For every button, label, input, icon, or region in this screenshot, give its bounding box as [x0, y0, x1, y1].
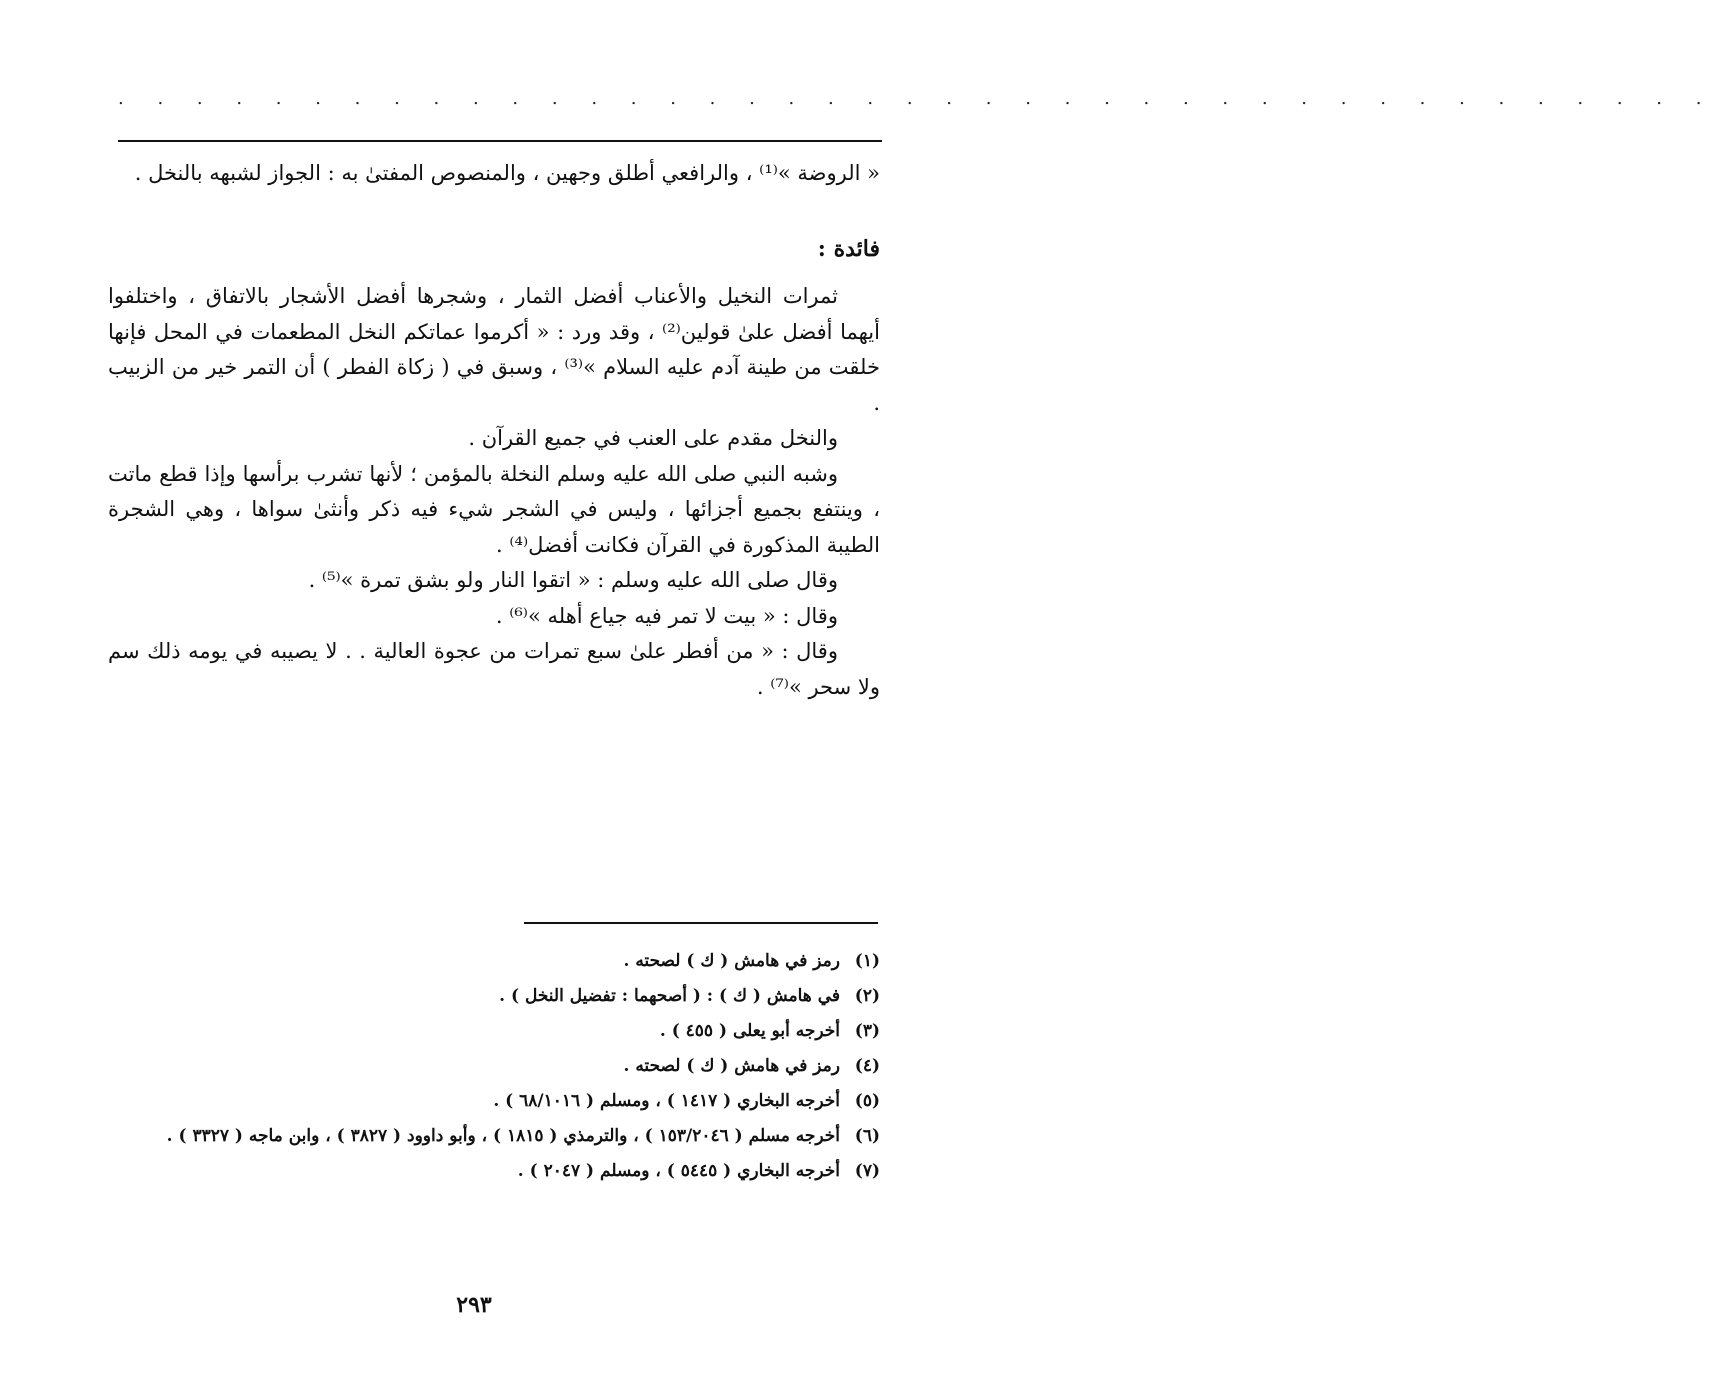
- footnote-text: رمز في هامش ( ك ) لصحته .: [623, 1056, 840, 1076]
- footnote-text: أخرجه مسلم ( ١٥٣/٢٠٤٦ ) ، والترمذي ( ١٨١٥ ) ، وأبو داوود ( ٣٨٢٧ ) ، وابن ماجه ( ٣٣٢٧ ) .: [166, 1126, 840, 1146]
- paragraph-hadith-fire: وقال صلى الله عليه وسلم : « اتقوا النار ولو بشق تمرة »⁽⁵⁾ .: [308, 568, 838, 592]
- footnote: [108, 1014, 880, 1049]
- footnote: [108, 1154, 880, 1189]
- footnote-text: أخرجه أبو يعلى ( ٤٥٥ ) .: [659, 1021, 840, 1041]
- page-number: ٢٩٣: [456, 1292, 492, 1318]
- section-heading: فائدة :: [817, 235, 880, 262]
- footnote-number: (٥): [854, 1091, 880, 1111]
- paragraph-believer-simile: وشبه النبي صلى الله عليه وسلم النخلة بالمؤمن ؛ لأنها تشرب برأسها وإذا قطع ماتت ، وينتفع بجميع أجزائها ، وليس في الشجر شيء فيه ذكر وأنثىٰ سواها ، وهي الشجرة الطيبة المذكورة في القرآن فكانت أفضل⁽⁴⁾ .: [108, 461, 880, 557]
- footnote-number: (٦): [854, 1126, 880, 1146]
- footnote-text: رمز في هامش ( ك ) لصحته .: [623, 951, 840, 971]
- paragraph-quran-order: والنخل مقدم على العنب في جميع القرآن .: [468, 426, 838, 450]
- footnote: [108, 1084, 880, 1119]
- paragraph-continuation: « الروضة »⁽¹⁾ ، والرافعي أطلق وجهين ، والمنصوص المفتىٰ به : الجواز لشبهه بالنخل .: [134, 161, 880, 185]
- footnote: [108, 944, 880, 979]
- footnote-rule: [524, 922, 878, 924]
- footnote-number: (٧): [854, 1161, 880, 1181]
- footnote: [108, 1119, 880, 1154]
- footnote-text: في هامش ( ك ) : ( أصحهما : تفضيل النخل ) .: [499, 986, 840, 1006]
- main-text: [108, 156, 880, 705]
- paragraph-hadith-house: وقال : « بيت لا تمر فيه جياع أهله »⁽⁶⁾ .: [495, 603, 838, 628]
- footnote: [108, 1049, 880, 1084]
- paragraph-hadith-ajwa: وقال : « من أفطر علىٰ سبع تمرات من عجوة العالية . . لا يصيبه في يومه ذلك سم ولا سحر »⁽⁷⁾ .: [108, 639, 880, 699]
- footnote-number: (٣): [854, 1021, 880, 1041]
- paragraph-fruits: ثمرات النخيل والأعناب أفضل الثمار ، وشجرها أفضل الأشجار بالاتفاق ، واختلفوا أيهما أفضل علىٰ قولين⁽²⁾ ، وقد ورد : « أكرموا عماتكم النخل المطعمات في المحل فإنها خلقت من طينة آدم عليه السلام »⁽³⁾ ، وسبق في ( زكاة الفطر ) أن التمر خير من الزبيب .: [108, 284, 880, 415]
- footnote-text: أخرجه البخاري ( ١٤١٧ ) ، ومسلم ( ٦٨/١٠١٦ ) .: [493, 1091, 840, 1111]
- footnote-number: (١): [854, 951, 880, 971]
- header-rule: [118, 140, 882, 142]
- footnote-number: (٢): [854, 986, 880, 1006]
- footnotes: [108, 944, 880, 1189]
- footnote: [108, 979, 880, 1014]
- footnote-text: أخرجه البخاري ( ٥٤٤٥ ) ، ومسلم ( ٢٠٤٧ ) .: [517, 1161, 840, 1181]
- header-dotted-line: . . . . . . . . . . . . . . . . . . . . . . . . . . . . . . . . . . . . . . . . .: [118, 88, 1715, 109]
- footnote-number: (٤): [854, 1056, 880, 1076]
